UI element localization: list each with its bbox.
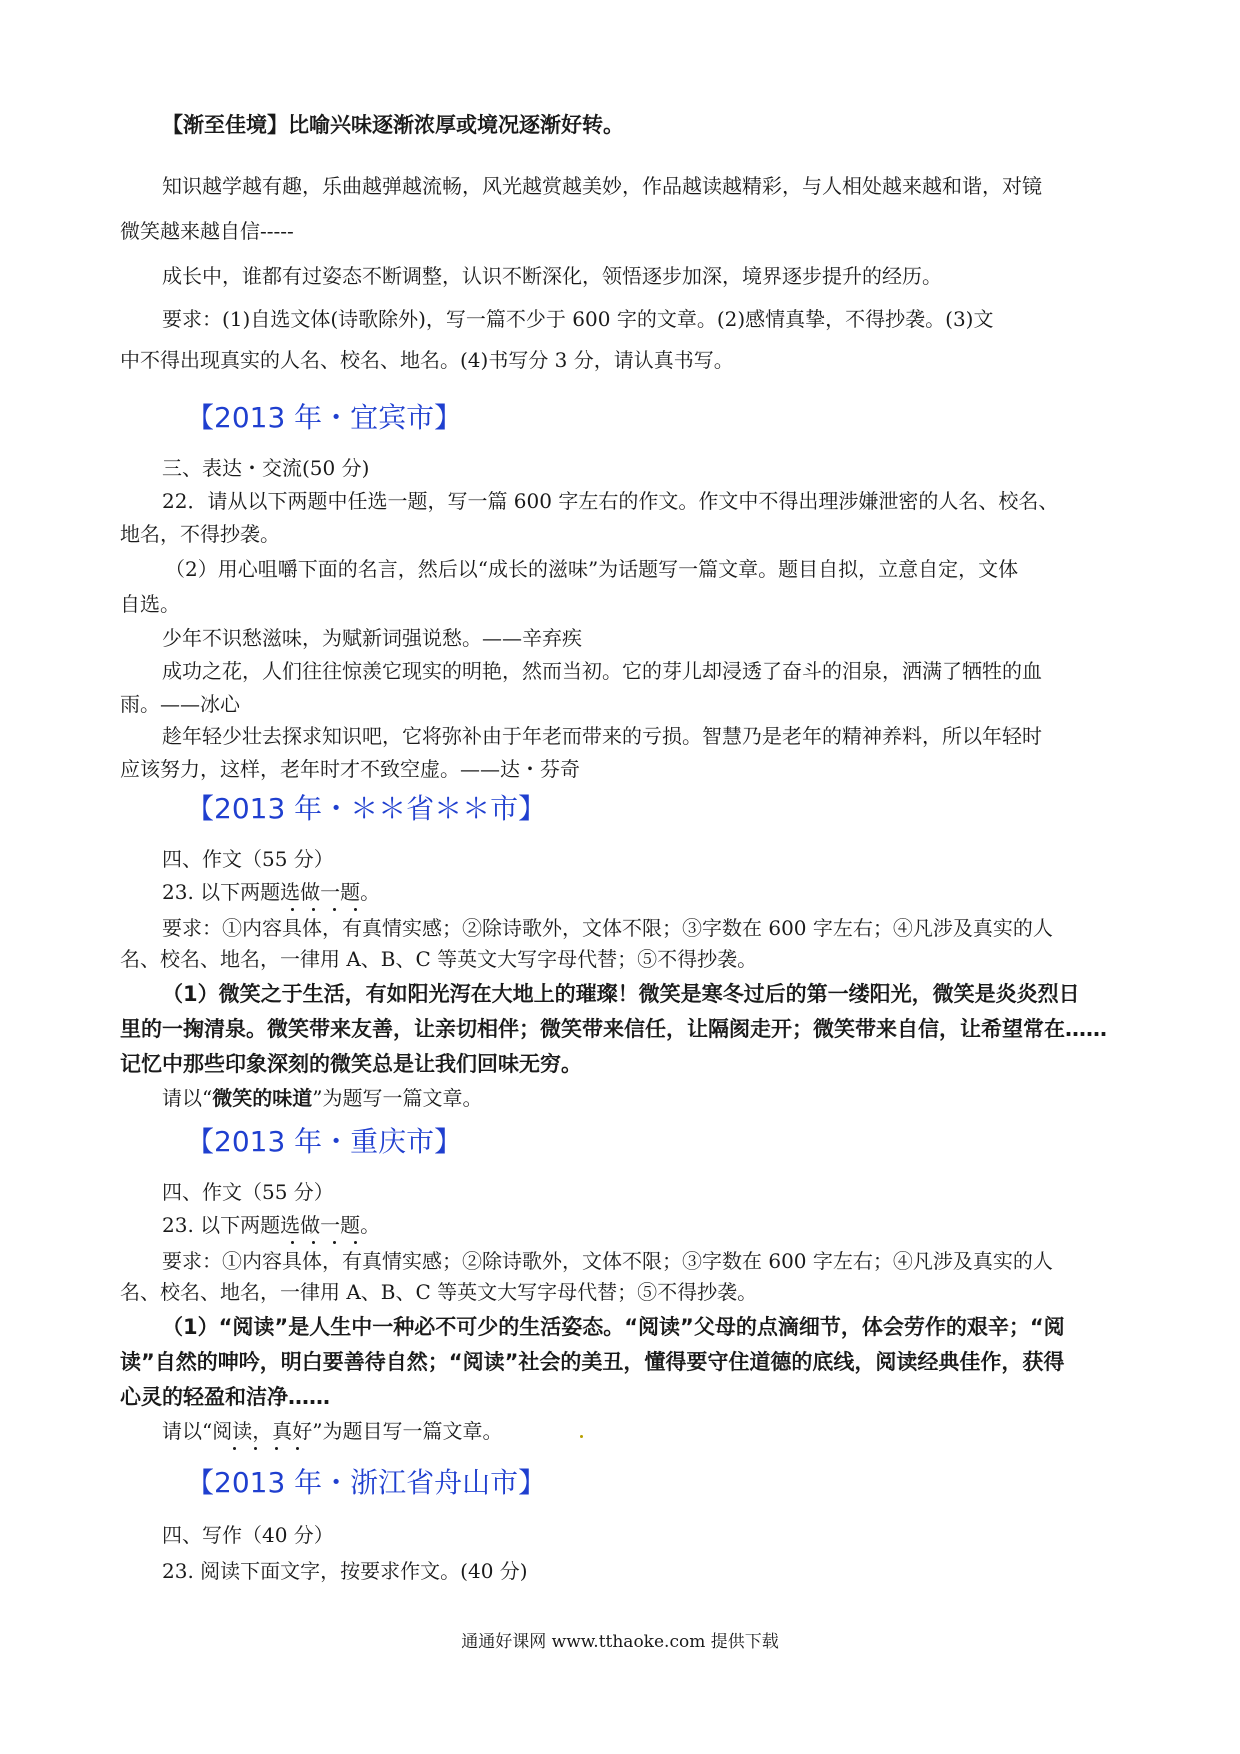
section-heading-zhoushan: 【2013 年・浙江省舟山市】	[186, 1466, 547, 1499]
prompt-line: 里的一掬清泉。微笑带来友善，让亲切相伴；微笑带来信任，让隔阂走开；微笑带来自信，让希望常在……	[120, 1017, 1107, 1041]
prompt-line: （2）用心咀嚼下面的名言，然后以“成长的滋味”为话题写一篇文章。题目自拟，立意自定，文体	[165, 557, 1019, 581]
quote-line: 趁年轻少壮去探求知识吧，它将弥补由于年老而带来的亏损。智慧乃是老年的精神养料，所以年轻时	[162, 724, 1042, 748]
essay-title-instruction	[162, 1084, 482, 1112]
emphasis-dot	[333, 1241, 336, 1244]
emphasis-dot	[312, 1241, 315, 1244]
question-line: 23. 以下两题选做一题。	[162, 1213, 381, 1237]
page-footer: 通通好课网 www.tthaoke.com 提供下载	[461, 1632, 779, 1652]
section-label: 三、表达・交流(50 分)	[162, 456, 370, 480]
question-line: 23. 阅读下面文字，按要求作文。(40 分)	[162, 1559, 528, 1583]
paragraph-line: 知识越学越有趣，乐曲越弹越流畅，风光越赏越美妙，作品越读越精彩，与人相处越来越和谐，对镜	[162, 174, 1042, 198]
question-line: 23. 以下两题选做一题。	[162, 880, 381, 904]
prompt-line: 读”自然的呻吟，明白要善待自然；“阅读”社会的美丑，懂得要守住道德的底线，阅读经典佳作，获得	[120, 1350, 1065, 1374]
requirement-line: 名、校名、地名，一律用 A、B、C 等英文大写字母代替；⑤不得抄袭。	[120, 947, 758, 971]
section-heading-anonymous: 【2013 年・＊＊省＊＊市】	[186, 792, 547, 825]
quote-line: 少年不识愁滋味，为赋新词强说愁。——辛弃疾	[162, 626, 582, 650]
prompt-line: 记忆中那些印象深刻的微笑总是让我们回味无穷。	[120, 1052, 582, 1076]
emphasis-dot	[296, 1447, 299, 1450]
quote-line: 成功之花，人们往往惊羡它现实的明艳，然而当初。它的芽儿却浸透了奋斗的泪泉，洒满了牺牲的血	[162, 659, 1042, 683]
emphasis-dot	[354, 908, 357, 911]
emphasis-dot	[233, 1447, 236, 1450]
requirement-line: 名、校名、地名，一律用 A、B、C 等英文大写字母代替；⑤不得抄袭。	[120, 1280, 758, 1304]
quote-line: 应该努力，这样，老年时才不致空虚。——达・芬奇	[120, 757, 580, 781]
emphasis-dot	[254, 1447, 257, 1450]
title-prefix: 请以“	[162, 1086, 213, 1110]
question-line: 地名，不得抄袭。	[120, 522, 280, 546]
requirement-line: 要求：(1)自选文体(诗歌除外)，写一篇不少于 600 字的文章。(2)感情真挚，不得抄袭。(3)文	[162, 307, 994, 331]
title-suffix: ”为题写一篇文章。	[312, 1086, 483, 1110]
prompt-line: 自选。	[120, 592, 180, 616]
idiom-definition: 【渐至佳境】比喻兴味逐渐浓厚或境况逐渐好转。	[162, 113, 624, 137]
essay-title-instruction: 请以“阅读，真好”为题目写一篇文章。	[162, 1419, 503, 1443]
emphasis-dot	[291, 1241, 294, 1244]
requirement-line: 要求：①内容具体，有真情实感；②除诗歌外，文体不限；③字数在 600 字左右；④凡涉及真实的人	[162, 1249, 1053, 1273]
quote-line: 雨。——冰心	[120, 692, 240, 716]
requirement-line: 中不得出现真实的人名、校名、地名。(4)书写分 3 分，请认真书写。	[120, 348, 734, 372]
question-line: 22．请从以下两题中任选一题，写一篇 600 字左右的作文。作文中不得出理涉嫌泄密的人名、校名、	[162, 489, 1059, 513]
prompt-line: 心灵的轻盈和洁净……	[120, 1385, 330, 1409]
essay-title: 微笑的味道	[212, 1086, 313, 1110]
requirement-line: 要求：①内容具体，有真情实感；②除诗歌外，文体不限；③字数在 600 字左右；④凡涉及真实的人	[162, 916, 1053, 940]
emphasis-dot	[312, 908, 315, 911]
paragraph-line: 微笑越来越自信-----	[120, 219, 294, 243]
section-label: 四、作文（55 分）	[162, 847, 334, 871]
prompt-line: （1）微笑之于生活，有如阳光泻在大地上的璀璨！微笑是寒冬过后的第一缕阳光，微笑是炎炎烈日	[162, 982, 1080, 1006]
paragraph-line: 成长中，谁都有过姿态不断调整，认识不断深化，领悟逐步加深，境界逐步提升的经历。	[162, 264, 942, 288]
stray-mark	[580, 1435, 583, 1438]
section-label: 四、写作（40 分）	[162, 1523, 334, 1547]
prompt-line: （1）“阅读”是人生中一种必不可少的生活姿态。“阅读”父母的点滴细节，体会劳作的艰辛；“阅	[162, 1315, 1065, 1339]
emphasis-dot	[275, 1447, 278, 1450]
section-label: 四、作文（55 分）	[162, 1180, 334, 1204]
section-heading-chongqing: 【2013 年・重庆市】	[186, 1125, 463, 1158]
emphasis-dot	[354, 1241, 357, 1244]
emphasis-dot	[333, 908, 336, 911]
emphasis-dot	[291, 908, 294, 911]
section-heading-yibin: 【2013 年・宜宾市】	[186, 401, 463, 434]
